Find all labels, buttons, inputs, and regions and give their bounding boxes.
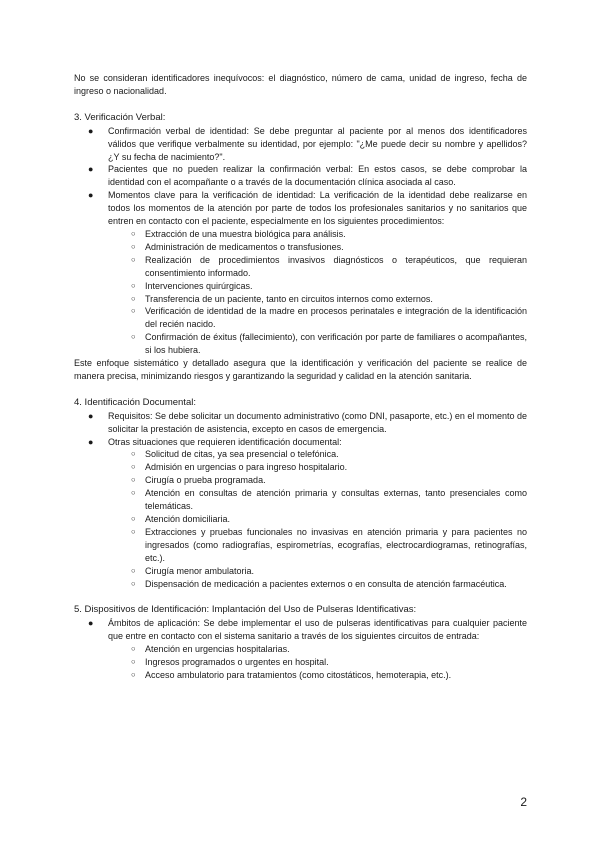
- circle-bullet-icon: ○: [131, 488, 136, 498]
- list-item: ● Confirmación verbal de identidad: Se debe preguntar al paciente por al menos dos identificadores válidos que verifique verbalmente su identidad, por ejemplo: "¿Me puede decir su nombre y apellidos? ¿Y su fecha de nacimiento?".: [88, 125, 527, 162]
- sub-list-item: ○ Ingresos programados o urgentes en hospital.: [131, 657, 329, 668]
- circle-bullet-icon: ○: [131, 514, 136, 523]
- page-number: 2: [520, 795, 527, 809]
- circle-bullet-icon: ○: [131, 578, 136, 588]
- bullet-icon: ●: [88, 410, 94, 421]
- intro-paragraph: No se consideran identificadores inequívocos: el diagnóstico, número de cama, unidad de ingreso, fecha de ingreso o nacionalidad.: [74, 73, 527, 96]
- sub-list-item: ○ Transferencia de un paciente, tanto en circuitos internos como externos.: [131, 293, 433, 304]
- bullet-icon: ●: [88, 618, 94, 629]
- list-item: ● Requisitos: Se debe solicitar un documento administrativo (como DNI, pasaporte, etc.) en el momento de solicitar la prestación de asistencia, excepto en casos de emergencia.: [88, 410, 527, 434]
- section-3-list: [74, 125, 527, 357]
- sub-list-item: ○ Administración de medicamentos o transfusiones.: [131, 241, 344, 252]
- sub-list-item: ○ Extracción de una muestra biológica para análisis.: [131, 228, 346, 239]
- circle-bullet-icon: ○: [131, 526, 136, 536]
- bullet-icon: ●: [88, 190, 94, 201]
- circle-bullet-icon: ○: [131, 293, 136, 303]
- list-item: ● Pacientes que no pueden realizar la confirmación verbal: En estos casos, se debe comprobar la identidad con el acompañante o a través de la documentación clínica asociada al caso.: [88, 164, 527, 188]
- bullet-icon: ●: [88, 436, 94, 447]
- sub-list-item: ○ Solicitud de citas, ya sea presencial o telefónica.: [131, 449, 339, 460]
- sub-list-item: ○ Confirmación de éxitus (fallecimiento), con verificación por parte de familiares o acompañantes, si los hubiera.: [131, 332, 527, 356]
- sub-list-item: ○ Cirugía o prueba programada.: [131, 475, 266, 486]
- sub-list-item: ○ Atención en urgencias hospitalarias.: [131, 644, 290, 655]
- document-page: [74, 72, 527, 682]
- sub-list-item: ○ Realización de procedimientos invasivos diagnósticos o terapéuticos, que requieran consentimiento informado.: [131, 254, 527, 278]
- section-3-closing-paragraph: Este enfoque sistemático y detallado asegura que la identificación y verificación del paciente se realice de manera precisa, minimizando riesgos y garantizando la seguridad y calidad en la atención sanitaria.: [74, 358, 527, 381]
- sub-list-item: ○ Dispensación de medicación a pacientes externos o en consulta de atención farmacéutica.: [131, 578, 507, 589]
- circle-bullet-icon: ○: [131, 657, 136, 667]
- sub-list-item: ○ Acceso ambulatorio para tratamientos (como citostáticos, hemoterapia, etc.).: [131, 669, 452, 680]
- section-5-heading: 5. Dispositivos de Identificación: Implantación del Uso de Pulseras Identificativas:: [74, 604, 417, 616]
- circle-bullet-icon: ○: [131, 644, 136, 654]
- circle-bullet-icon: ○: [131, 565, 136, 575]
- sub-list-item: ○ Intervenciones quirúrgicas.: [131, 280, 253, 291]
- circle-bullet-icon: ○: [131, 475, 136, 485]
- circle-bullet-icon: ○: [131, 306, 136, 316]
- list-item: ● Otras situaciones que requieren identificación documental: ○ Solicitud de citas, ya sea presencial o telefónica. ○ Admisión en urgencias o para ingreso hospitalario. ○ Cirugía o prueba programada. ○ Atención en consultas de atención primaria y consultas externas, tanto presenciales como telemáticas. ○ Atención domiciliaria. ○ Extracciones y pruebas funcionales no invasivas en atención primaria y para pacientes no ingresados (como radiografías, espirometrías, ecografías, electrocardiogramas, retinografías, etc.). ○ Cirugía menor ambulatoria. ○ Dispensación de medicación a pacientes externos o en consulta de atención farmacéutica.: [74, 436, 527, 591]
- sub-list-item: ○ Atención en consultas de atención primaria y consultas externas, tanto presenciales como telemáticas.: [131, 488, 527, 512]
- circle-bullet-icon: ○: [131, 228, 136, 238]
- section-5-list: [74, 617, 527, 682]
- sub-list-item: ○ Verificación de identidad de la madre en procesos perinatales e integración de la identificación del recién nacido.: [131, 306, 527, 330]
- circle-bullet-icon: ○: [131, 669, 136, 679]
- circle-bullet-icon: ○: [131, 254, 136, 264]
- list-item: ● Momentos clave para la verificación de identidad: La verificación de la identidad debe realizarse en todos los momentos de la atención por parte de todos los profesionales sanitarios y no sanitarios que entren en contacto con el paciente, especialmente en los siguientes procedimientos: ○ Extracción de una muestra biológica para análisis. ○ Administración de medicamentos o transfusiones. ○ Realización de procedimientos invasivos diagnósticos o terapéuticos, que requieran consentimiento informado. ○ Intervenciones quirúrgicas. ○ Transferencia de un paciente, tanto en circuitos internos como externos. ○ Verificación de identidad de la madre en procesos perinatales e integración de la identificación del recién nacido. ○ Confirmación de éxitus (fallecimiento), con verificación por parte de familiares o acompañantes, si los hubiera.: [74, 189, 527, 357]
- section-3-sublist: [74, 228, 527, 357]
- sub-list-item: ○ Cirugía menor ambulatoria.: [131, 565, 255, 576]
- list-item: ● Ámbitos de aplicación: Se debe implementar el uso de pulseras identificativas para cualquier paciente que entre en contacto con el sistema sanitario a través de los siguientes circuitos de entrada: ○ Atención en urgencias hospitalarias. ○ Ingresos programados o urgentes en hospital. ○ Acceso ambulatorio para tratamientos (como citostáticos, hemoterapia, etc.).: [74, 617, 527, 682]
- circle-bullet-icon: ○: [131, 462, 136, 472]
- circle-bullet-icon: ○: [131, 280, 136, 290]
- section-3-heading: 3. Verificación Verbal:: [74, 111, 166, 123]
- sub-list-item: ○ Extracciones y pruebas funcionales no invasivas en atención primaria y para pacientes no ingresados (como radiografías, espirometrías, ecografías, electrocardiogramas, retinografías, etc.).: [131, 526, 527, 563]
- circle-bullet-icon: ○: [131, 449, 136, 459]
- sub-list-item: ○ Admisión en urgencias o para ingreso hospitalario.: [131, 462, 348, 473]
- sub-list-item: ○ Atención domiciliaria.: [131, 514, 231, 524]
- circle-bullet-icon: ○: [131, 241, 136, 251]
- bullet-icon: ●: [88, 164, 94, 175]
- section-4-list: [74, 410, 527, 591]
- bullet-icon: ●: [88, 125, 94, 136]
- section-4-heading: 4. Identificación Documental:: [74, 396, 196, 408]
- section-5-sublist: [74, 643, 527, 682]
- circle-bullet-icon: ○: [131, 332, 136, 342]
- section-4-sublist: [74, 448, 527, 590]
